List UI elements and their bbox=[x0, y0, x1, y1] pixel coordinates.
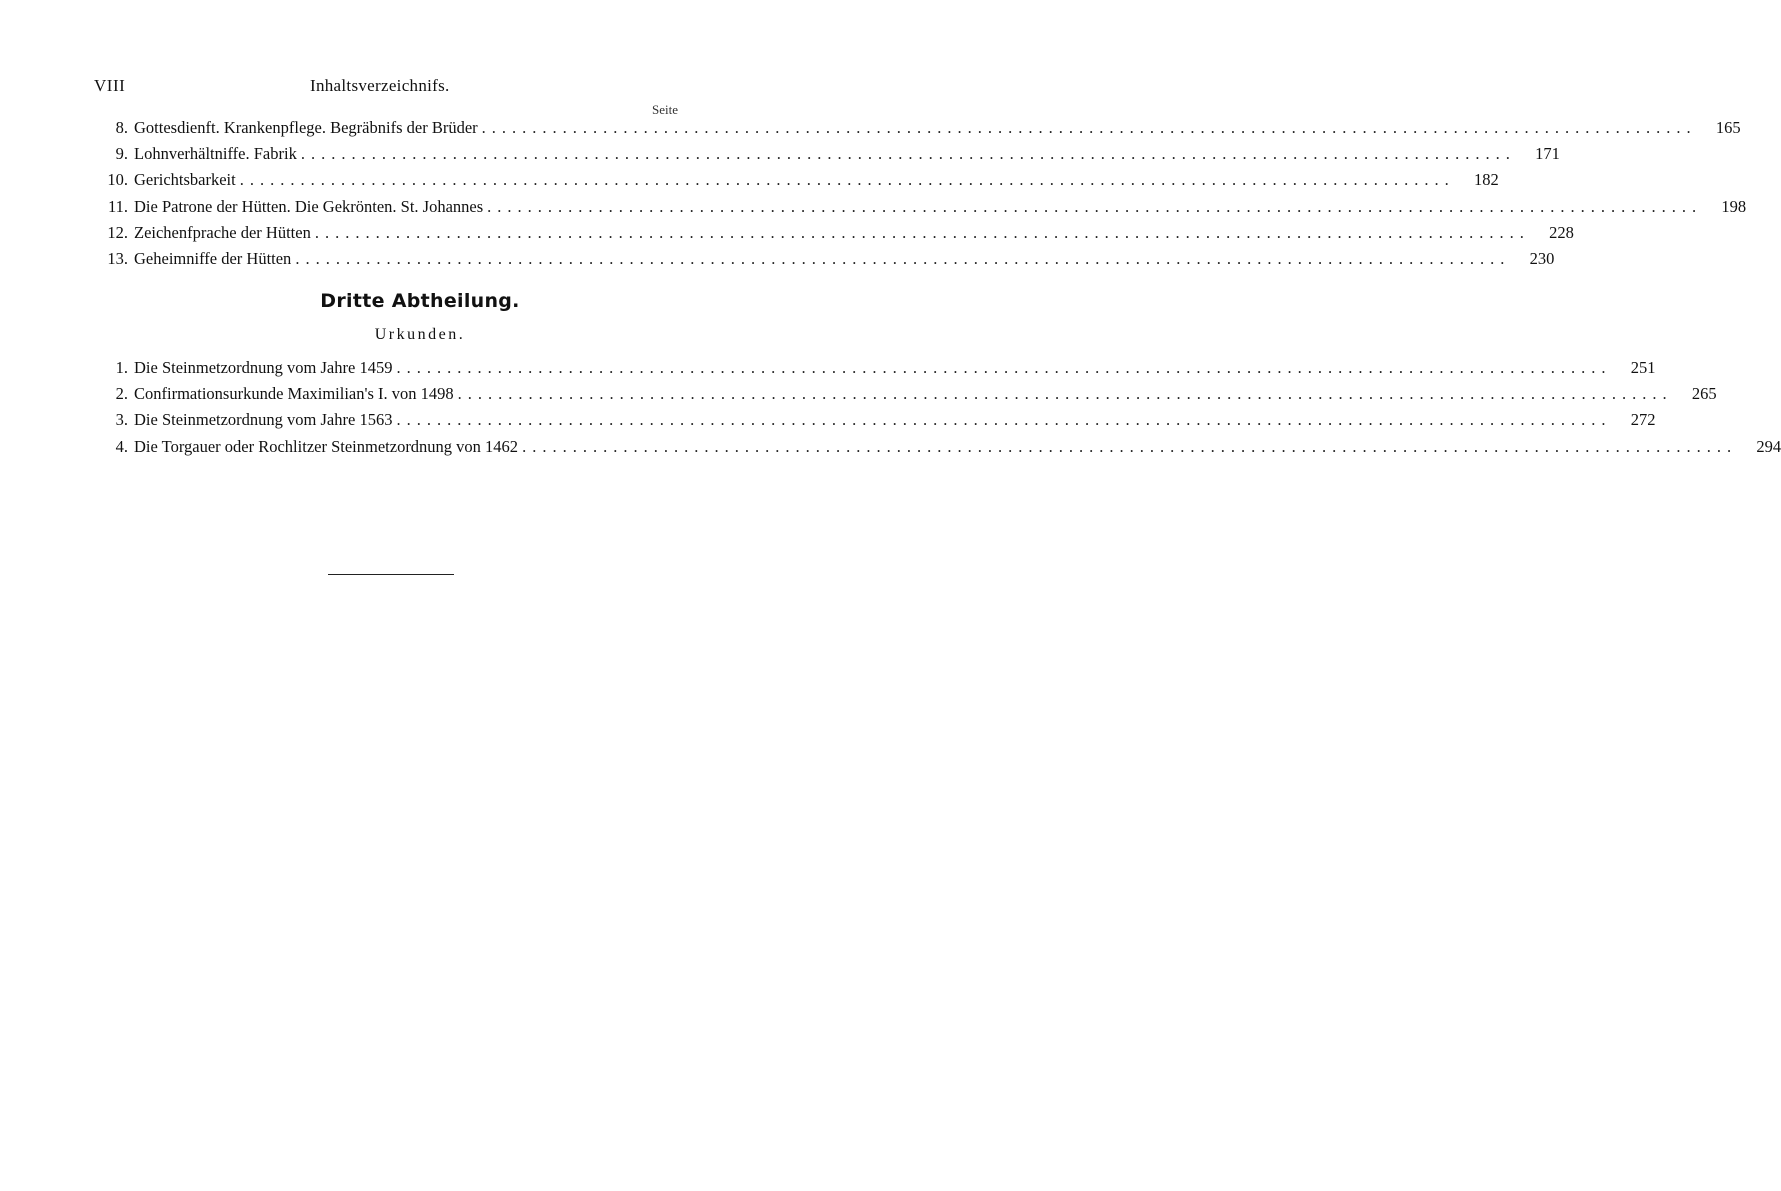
toc-entry-title: Die Torgauer oder Rochlitzer Steinmetzordnung von 1462 bbox=[134, 436, 519, 456]
toc-entry-number: 10. bbox=[107, 170, 128, 190]
closing-rule bbox=[328, 574, 454, 575]
toc-entry-number: 12. bbox=[107, 222, 128, 242]
toc-entry bbox=[96, 384, 1717, 410]
toc-entry-page: 198 bbox=[1721, 196, 1747, 216]
toc-entry-number: 8. bbox=[115, 118, 128, 137]
toc-entry-page: 165 bbox=[1715, 118, 1741, 137]
toc-entry-number: 2. bbox=[115, 384, 128, 404]
page-header bbox=[94, 76, 694, 100]
dot-leader: ........................................................................................................................ bbox=[396, 410, 1612, 430]
toc-entry bbox=[96, 196, 1747, 223]
section-heading: Dritte Abtheilung. bbox=[320, 290, 520, 312]
toc-entry bbox=[96, 248, 1555, 275]
toc-entry-page: 182 bbox=[1473, 170, 1499, 190]
toc-entry-title: Zeichenfprache der Hütten bbox=[134, 222, 311, 242]
dot-leader: ........................................................................................................................ bbox=[457, 384, 1673, 404]
toc-entry-title: Die Steinmetzordnung vom Jahre 1563 bbox=[134, 410, 393, 430]
toc-entry-page: 272 bbox=[1630, 410, 1656, 430]
toc-list-part-three bbox=[96, 358, 1781, 463]
dot-leader: ........................................................................................................................ bbox=[487, 196, 1703, 216]
toc-entry-number: 4. bbox=[115, 436, 128, 456]
running-title: Inhaltsverzeichnifs. bbox=[310, 76, 450, 95]
toc-entry-title: Gerichtsbarkeit bbox=[134, 170, 236, 190]
page-column-label: Seite bbox=[652, 102, 678, 117]
toc-entry bbox=[96, 118, 1741, 144]
toc-entry bbox=[96, 144, 1560, 170]
toc-entry-page: 228 bbox=[1549, 222, 1574, 242]
toc-entry-number: 11. bbox=[107, 196, 128, 216]
dot-leader: ........................................................................................................................ bbox=[314, 222, 1530, 242]
toc-list-part-two bbox=[96, 118, 1747, 275]
toc-entry-title: Geheimniffe der Hütten bbox=[134, 248, 292, 268]
dot-leader: ........................................................................................................................ bbox=[239, 170, 1455, 190]
toc-entry-number: 1. bbox=[115, 358, 128, 377]
toc-entry-number: 9. bbox=[115, 144, 128, 164]
toc-entry-page: 265 bbox=[1691, 384, 1717, 404]
toc-entry-page: 171 bbox=[1535, 144, 1560, 164]
toc-entry-title: Lohnverhältniffe. Fabrik bbox=[134, 144, 297, 164]
dot-leader: ........................................................................................................................ bbox=[295, 248, 1511, 268]
toc-entry-page: 230 bbox=[1529, 248, 1555, 268]
toc-entry bbox=[96, 410, 1656, 436]
toc-entry-title: Die Steinmetzordnung vom Jahre 1459 bbox=[134, 358, 393, 377]
dot-leader: ........................................................................................................................ bbox=[481, 118, 1697, 137]
toc-entry bbox=[96, 222, 1574, 249]
toc-entry-title: Gottesdienft. Krankenpflege. Begräbnifs der Brüder bbox=[134, 118, 478, 137]
page-number: VIII bbox=[94, 76, 126, 95]
toc-entry-title: Confirmationsurkunde Maximilian's I. von 1498 bbox=[134, 384, 454, 404]
toc-entry-number: 13. bbox=[107, 248, 128, 268]
toc-entry-title: Die Patrone der Hütten. Die Gekrönten. St. Johannes bbox=[134, 196, 484, 216]
toc-entry bbox=[96, 436, 1781, 463]
toc-entry-number: 3. bbox=[115, 410, 128, 430]
toc-entry bbox=[96, 358, 1656, 384]
toc-entry-page: 251 bbox=[1630, 358, 1656, 377]
section-subheading: Urkunden. bbox=[374, 326, 466, 343]
toc-entry bbox=[96, 170, 1499, 196]
toc-entry-page: 294 bbox=[1756, 436, 1781, 456]
dot-leader: ........................................................................................................................ bbox=[396, 358, 1612, 377]
dot-leader: ........................................................................................................................ bbox=[522, 436, 1738, 456]
dot-leader: ........................................................................................................................ bbox=[300, 144, 1516, 164]
